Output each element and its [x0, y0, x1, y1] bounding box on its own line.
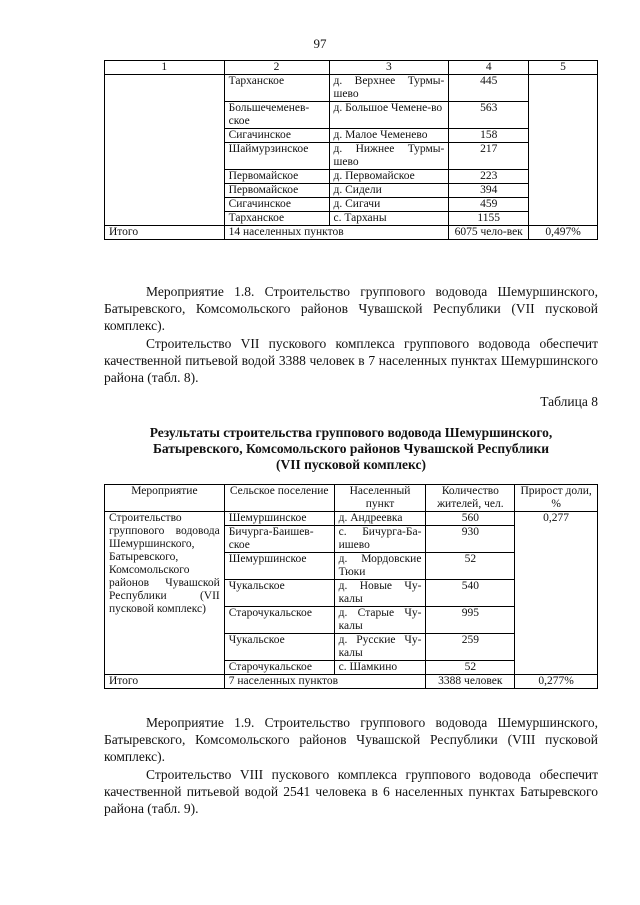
table-header-row [105, 485, 598, 512]
column-header: 5 [529, 61, 598, 75]
locality-cell: д. Мордовские Тюки [334, 553, 426, 580]
population-cell: 930 [426, 526, 515, 553]
locality-cell: д. Сидели [329, 184, 449, 198]
population-cell: 563 [449, 102, 529, 129]
total-share: 0,277% [515, 675, 598, 689]
settlement-cell: Шемуршинское [224, 512, 334, 526]
population-cell: 1155 [449, 212, 529, 226]
measure-1-9-heading: Мероприятие 1.9. Строительство группового водовода Шемуршинского, Батыревского, Комсомольского районов Чувашской Республики (VIII пусковой комплекс). [104, 715, 598, 764]
locality-cell: д. Новые Чу-калы [334, 580, 426, 607]
total-population: 6075 чело-век [449, 226, 529, 240]
total-localities: 14 населенных пунктов [224, 226, 449, 240]
settlement-cell: Чукальское [224, 580, 334, 607]
locality-cell: д. Сигачи [329, 198, 449, 212]
settlement-cell: Чукальское [224, 634, 334, 661]
total-population: 3388 человек [426, 675, 515, 689]
population-cell: 223 [449, 170, 529, 184]
column-header-growth: Прирост доли, % [515, 485, 598, 512]
column-header-locality: Населенный пункт [334, 485, 426, 512]
table-8-title-line: (VII пусковой комплекс) [276, 457, 426, 472]
table-row [105, 75, 598, 102]
table-continuation [104, 60, 598, 240]
settlement-cell: Старочукальское [224, 661, 334, 675]
column-header-settlement: Сельское поселение [224, 485, 334, 512]
settlement-cell: Первомайское [224, 170, 329, 184]
population-cell: 459 [449, 198, 529, 212]
total-localities: 7 населенных пунктов [224, 675, 426, 689]
locality-cell: д. Андреевка [334, 512, 426, 526]
measure-cell: Строительство группового водовода Шемуршинского, Батыревского, Комсомольского районов Чувашской Республики (VII пусковой комплекс) [105, 512, 225, 675]
page-number: 97 [313, 36, 327, 51]
locality-cell: д. Нижнее Турмы-шево [329, 143, 449, 170]
measure-1-9-text: Строительство VIII пускового комплекса группового водовода обеспечит качественной питьевой водой 2541 человека в 6 населенных пунктах Батыревского района (табл. 9). [104, 767, 598, 816]
population-cell: 394 [449, 184, 529, 198]
settlement-cell: Сигачинское [224, 129, 329, 143]
total-share: 0,497% [529, 226, 598, 240]
column-header: 3 [329, 61, 449, 75]
locality-cell: с. Тарханы [329, 212, 449, 226]
total-row [105, 675, 598, 689]
column-header: 4 [449, 61, 529, 75]
settlement-cell: Сигачинское [224, 198, 329, 212]
blank-cell [529, 75, 598, 226]
population-cell: 445 [449, 75, 529, 102]
settlement-cell: Шаймурзинское [224, 143, 329, 170]
table-8-title-line: Батыревского, Комсомольского районов Чувашской Республики [152, 441, 550, 456]
locality-cell: д. Первомайское [329, 170, 449, 184]
table-8-label: Таблица 8 [540, 394, 598, 409]
growth-cell: 0,277 [515, 512, 598, 675]
column-header-measure: Мероприятие [105, 485, 225, 512]
column-header-population: Количество жителей, чел. [426, 485, 515, 512]
settlement-cell: Первомайское [224, 184, 329, 198]
settlement-cell: Тарханское [224, 75, 329, 102]
table-8 [104, 484, 598, 689]
measure-1-8-heading: Мероприятие 1.8. Строительство группового водовода Шемуршинского, Батыревского, Комсомольского районов Чувашской Республики (VII пусковой комплекс). [104, 284, 598, 333]
population-cell: 259 [426, 634, 515, 661]
population-cell: 560 [426, 512, 515, 526]
table-header-row [105, 61, 598, 75]
population-cell: 217 [449, 143, 529, 170]
table-8-title-line: Результаты строительства группового водовода Шемуршинского, [149, 425, 553, 440]
locality-cell: д. Русские Чу-калы [334, 634, 426, 661]
blank-cell [105, 75, 225, 226]
locality-cell: д. Верхнее Турмы-шево [329, 75, 449, 102]
settlement-cell: Тарханское [224, 212, 329, 226]
locality-cell: д. Большое Чемене-во [329, 102, 449, 129]
settlement-cell: Бичурга-Баишев-ское [224, 526, 334, 553]
locality-cell: д. Старые Чу-калы [334, 607, 426, 634]
settlement-cell: Старочукальское [224, 607, 334, 634]
population-cell: 52 [426, 661, 515, 675]
settlement-cell: Шемуршинское [224, 553, 334, 580]
total-row [105, 226, 598, 240]
column-header: 2 [224, 61, 329, 75]
locality-cell: д. Малое Чеменево [329, 129, 449, 143]
table-row [105, 512, 598, 526]
settlement-cell: Большечеменев-ское [224, 102, 329, 129]
locality-cell: с. Шамкино [334, 661, 426, 675]
population-cell: 540 [426, 580, 515, 607]
locality-cell: с. Бичурга-Ба-ишево [334, 526, 426, 553]
measure-1-8-text: Строительство VII пускового комплекса группового водовода обеспечит качественной питьевой водой 3388 человек в 7 населенных пунктах Шемуршинского района (табл. 8). [104, 336, 598, 385]
population-cell: 158 [449, 129, 529, 143]
total-label: Итого [105, 675, 225, 689]
population-cell: 52 [426, 553, 515, 580]
column-header: 1 [105, 61, 225, 75]
total-label: Итого [105, 226, 225, 240]
population-cell: 995 [426, 607, 515, 634]
table-8-title [104, 425, 598, 473]
